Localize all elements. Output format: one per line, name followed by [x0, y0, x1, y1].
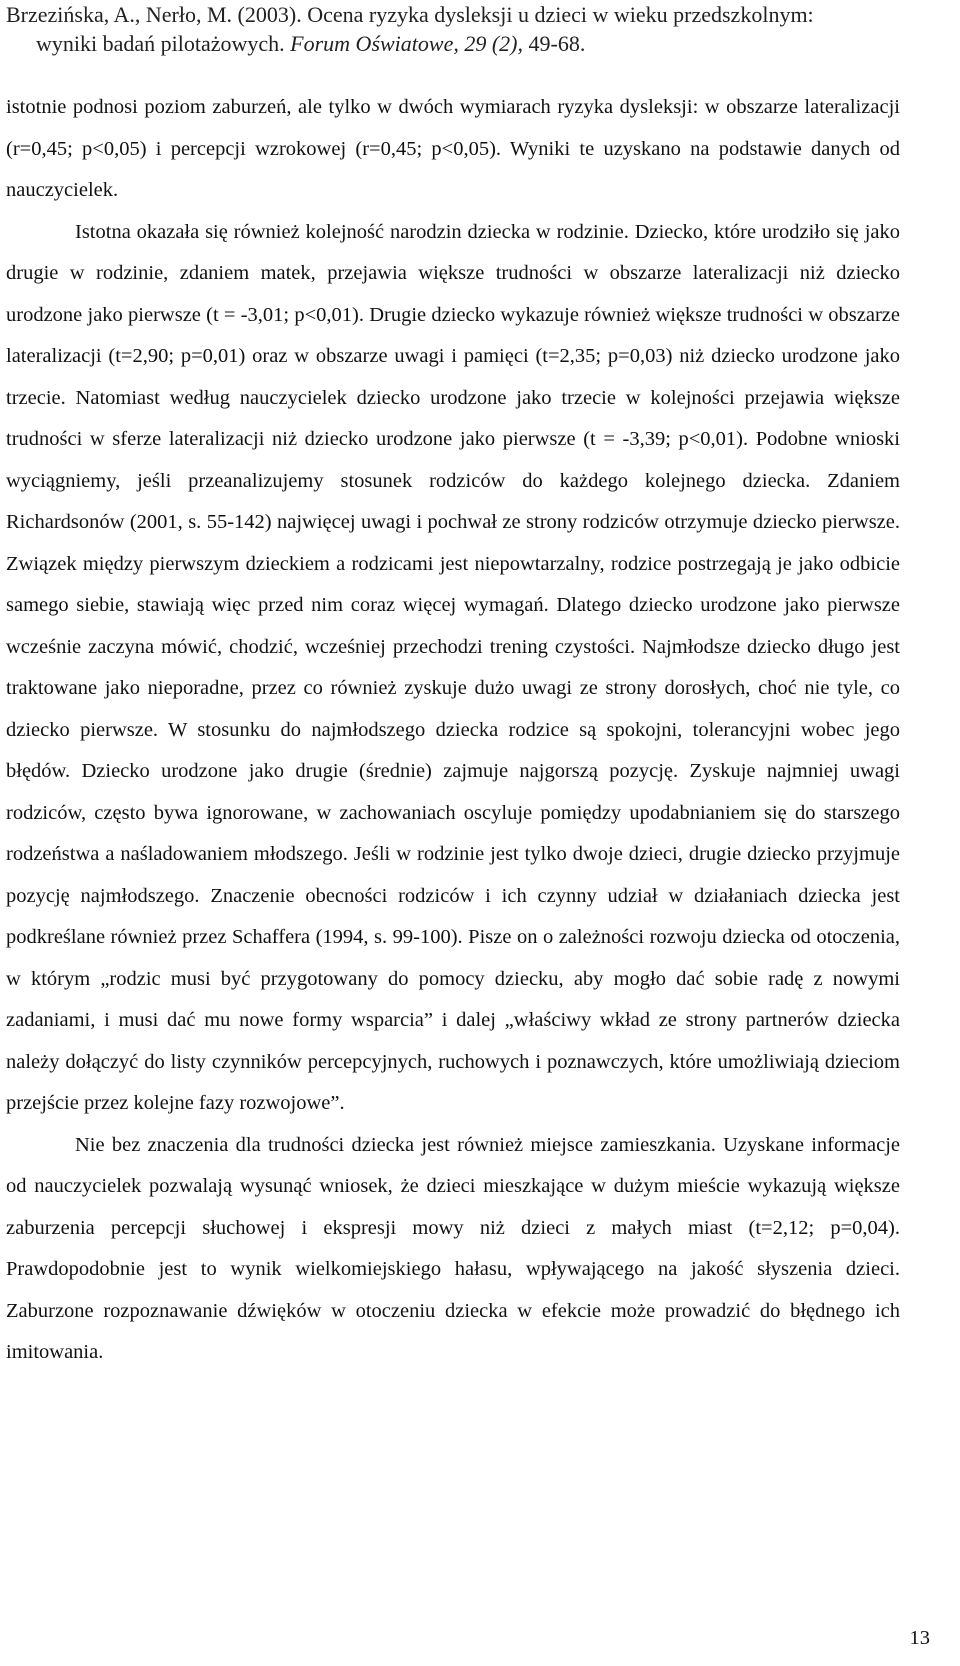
paragraph-continuation: istotnie podnosi poziom zaburzeń, ale tylko w dwóch wymiarach ryzyka dysleksji: w obszarze lateralizacji (r=0,45; p<0,05) i percepcji wzrokowej (r=0,45; p<0,05). Wyniki te uzyskano na podstawie danych od nauczycielek. [6, 96, 900, 201]
citation-journal: Forum Oświatowe, 29 (2), [290, 31, 523, 56]
citation-title-end: wyniki badań pilotażowych. [36, 31, 291, 56]
citation-line-1: Brzezińska, A., Nerło, M. (2003). Ocena ryzyka dysleksji u dzieci w wieku przedszkolnym: [6, 2, 814, 27]
citation-header [6, 0, 926, 58]
page-number: 13 [909, 1627, 930, 1649]
paragraph-birth-order: Istotna okazała się również kolejność narodzin dziecka w rodzinie. Dziecko, które urodziło się jako drugie w rodzinie, zdaniem matek, przejawia większe trudności w obszarze lateralizacji niż dziecko urodzone jako pierwsze (t = -3,01; p<0,01). Drugie dziecko wykazuje również większe trudności w obszarze lateralizacji (t=2,90; p=0,01) oraz w obszarze uwagi i pamięci (t=2,35; p=0,03) niż dziecko urodzone jako trzecie. Natomiast według nauczycielek dziecko urodzone jako trzecie w kolejności przejawia większe trudności w sferze lateralizacji niż dziecko urodzone jako pierwsze (t = -3,39; p<0,01). Podobne wnioski wyciągniemy, jeśli przeanalizujemy stosunek rodziców do każdego kolejnego dziecka. Zdaniem Richardsonów (2001, s. 55-142) najwięcej uwagi i pochwał ze strony rodziców otrzymuje dziecko pierwsze. Związek między pierwszym dzieckiem a rodzicami jest niepowtarzalny, rodzice postrzegają je jako odbicie samego siebie, stawiają więc przed nim coraz więcej wymagań. Dlatego dziecko urodzone jako pierwsze wcześnie zaczyna mówić, chodzić, wcześniej przechodzi trening czystości. Najmłodsze dziecko długo jest traktowane jako nieporadne, przez co również zyskuje dużo uwagi ze strony dorosłych, choć nie tyle, co dziecko pierwsze. W stosunku do najmłodszego dziecka rodzice są spokojni, tolerancyjni wobec jego błędów. Dziecko urodzone jako drugie (średnie) zajmuje najgorszą pozycję. Zyskuje najmniej uwagi rodziców, często bywa ignorowane, w zachowaniach oscyluje pomiędzy upodabnianiem się do starszego rodzeństwa a naśladowaniem młodszego. Jeśli w rodzinie jest tylko dwoje dzieci, drugie dziecko przyjmuje pozycję najmłodszego. Znaczenie obecności rodziców i ich czynny udział w działaniach dziecka jest podkreślane również przez Schaffera (1994, s. 99-100). Pisze on o zależności rozwoju dziecka od otoczenia, w którym „rodzic musi być przygotowany do pomocy dziecku, aby mogło dać sobie radę z nowymi zadaniami, i musi dać mu nowe formy wsparcia” i dalej „właściwy wkład ze strony partnerów dziecka należy dołączyć do listy czynników percepcyjnych, ruchowych i poznawczych, które umożliwiają dzieciom przejście przez kolejne fazy rozwojowe”. [6, 220, 900, 1114]
citation-line-2 [6, 29, 926, 58]
paragraph-residence: Nie bez znaczenia dla trudności dziecka jest również miejsce zamieszkania. Uzyskane informacje od nauczycielek pozwalają wysunąć wniosek, że dzieci mieszkające w dużym mieście wykazują większe zaburzenia percepcji słuchowej i ekspresji mowy niż dzieci z małych miast (t=2,12; p=0,04). Prawdopodobnie jest to wynik wielkomiejskiego hałasu, wpływającego na jakość słyszenia dzieci. Zaburzone rozpoznawanie dźwięków w otoczeniu dziecka w efekcie może prowadzić do błędnego ich imitowania. [6, 1133, 900, 1363]
citation-pages: 49-68. [523, 31, 586, 56]
article-body [6, 87, 900, 1374]
